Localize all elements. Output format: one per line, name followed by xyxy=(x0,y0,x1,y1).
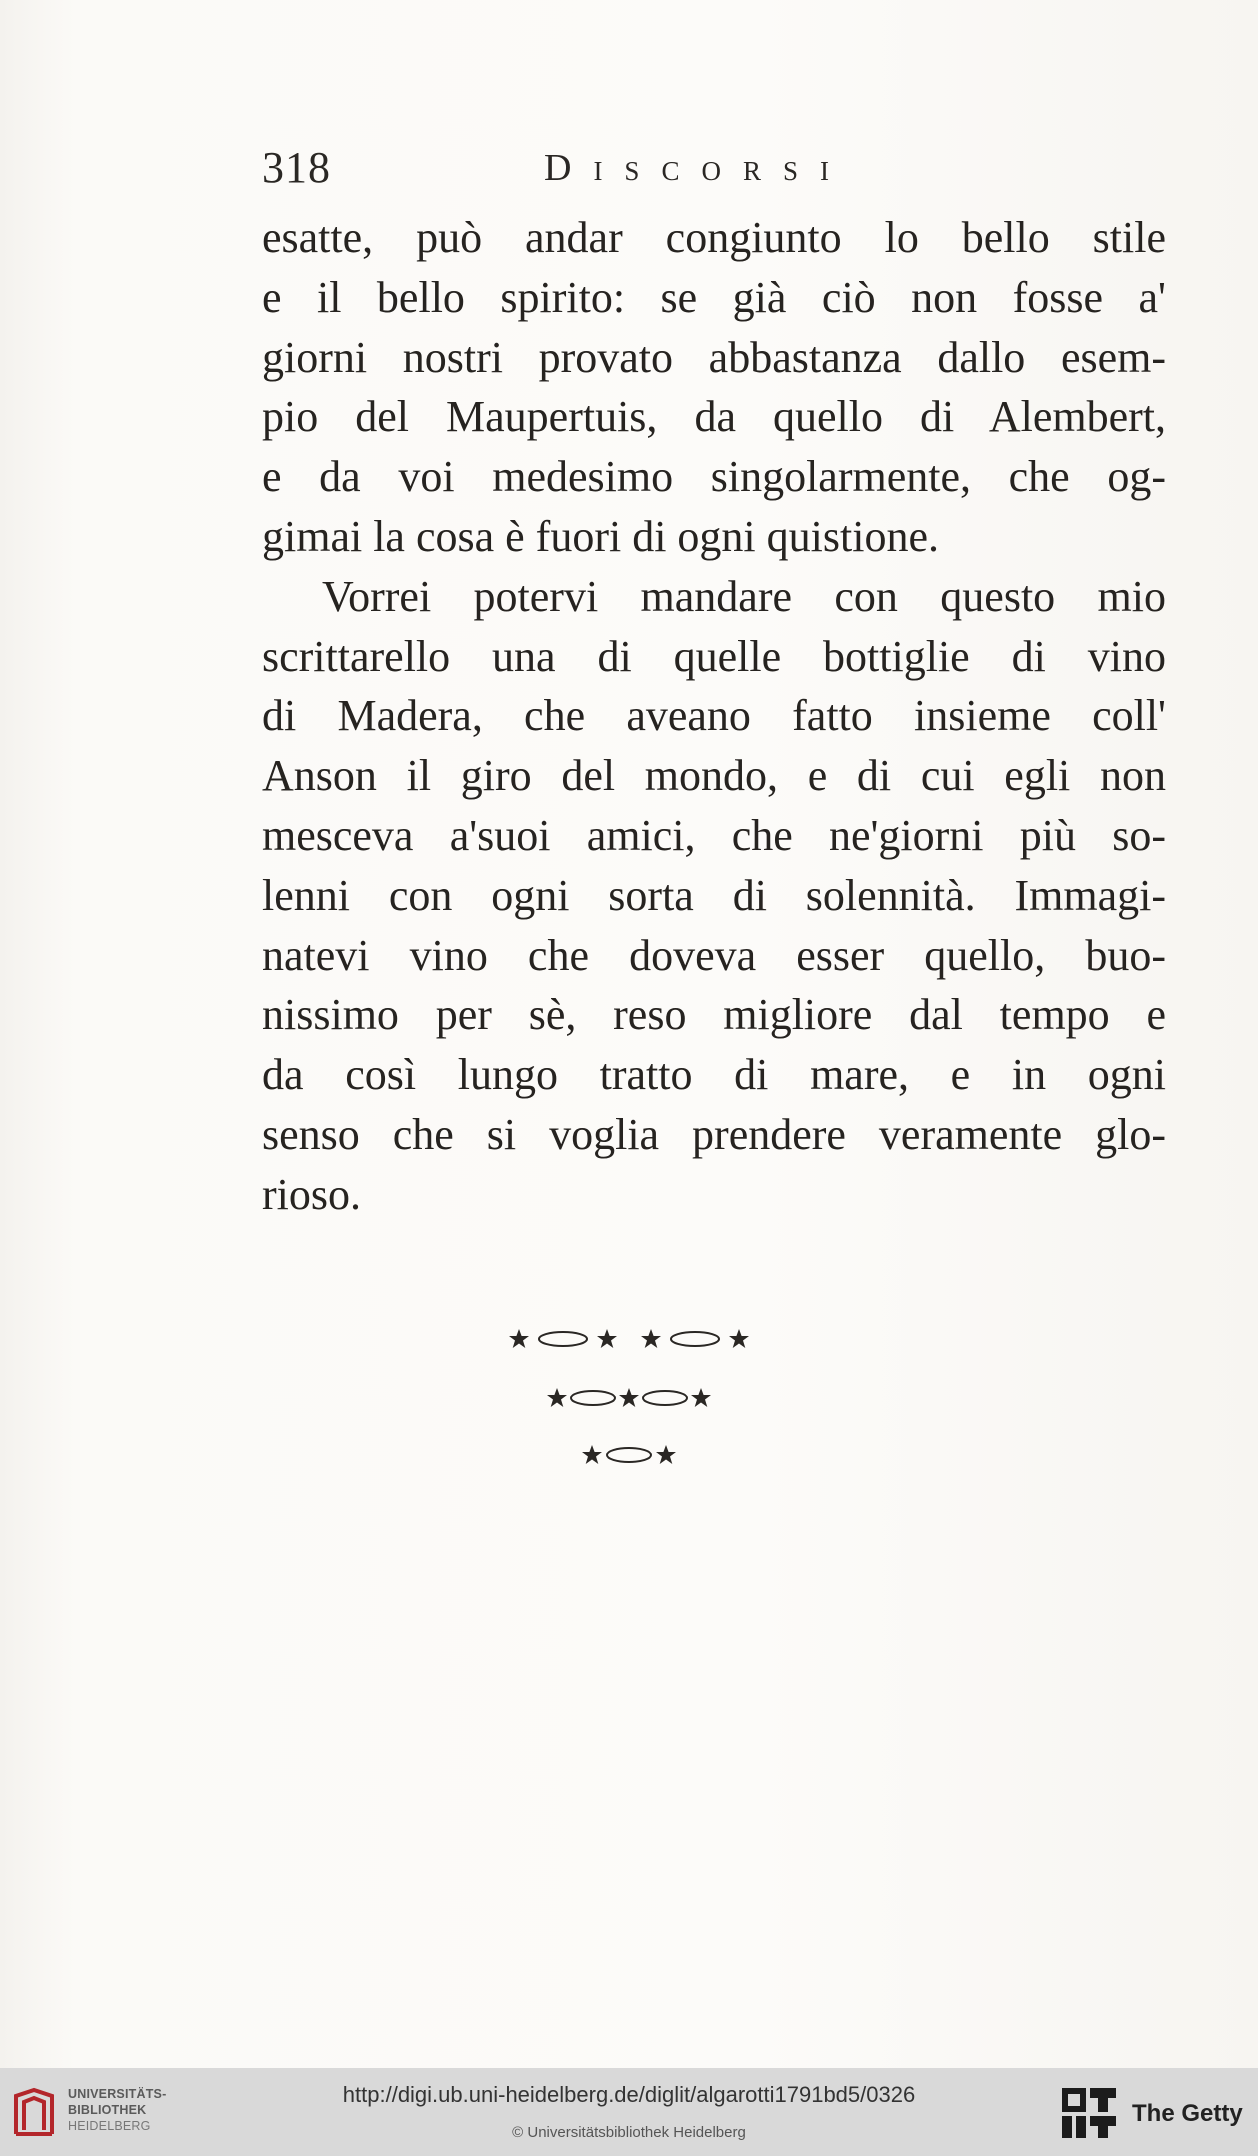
text-line: e il bello spirito: se già ciò non fosse a' xyxy=(262,272,1166,322)
fleuron-row-3 xyxy=(0,1440,1258,1474)
paragraph-2 xyxy=(262,567,1166,1225)
text-line: da così lungo tratto di mare, e in ogni xyxy=(262,1050,1166,1100)
library-name-line: BIBLIOTHEK xyxy=(68,2103,147,2117)
copyright-notice: © Universitätsbibliothek Heidelberg xyxy=(512,2124,746,2141)
text-line: scrittarello una di quelle bottiglie di vino xyxy=(262,631,1166,681)
text-line: e da voi medesimo singolarmente, che og- xyxy=(262,452,1166,502)
viewer-footer xyxy=(0,2068,1258,2156)
text-line: lenni con ogni sorta di solennità. Immagi- xyxy=(262,870,1166,920)
partner-name: The Getty xyxy=(1132,2100,1243,2127)
permalink-url[interactable]: http://digi.ub.uni-heidelberg.de/diglit/algarotti1791bd5/0326 xyxy=(342,2082,916,2107)
fleuron-row-2 xyxy=(0,1383,1258,1417)
text-line: gimai la cosa è fuori di ogni quistione. xyxy=(262,511,939,561)
text-line: esatte, può andar congiunto lo bello stile xyxy=(262,213,1166,262)
fleuron-row-1 xyxy=(0,1324,1258,1358)
getty-mark-icon xyxy=(1060,2086,1120,2140)
running-head xyxy=(262,142,1162,202)
ornament-icon xyxy=(582,1440,676,1470)
text-line: Vorrei potervi mandare con questo mio xyxy=(322,571,1166,621)
page-number: 318 xyxy=(262,143,331,192)
body-text xyxy=(262,208,1166,1225)
ornament-icon xyxy=(509,1324,749,1354)
text-line: nissimo per sè, reso migliore dal tempo e xyxy=(262,990,1166,1040)
text-line: rioso. xyxy=(262,1169,361,1219)
paragraph-1 xyxy=(262,208,1166,567)
text-line: pio del Maupertuis, da quello di Alembert, xyxy=(262,392,1166,442)
text-line: natevi vino che doveva esser quello, buo- xyxy=(262,930,1166,980)
text-line: di Madera, che aveano fatto insieme coll' xyxy=(262,691,1166,741)
library-name-line: UNIVERSITÄTS- xyxy=(68,2087,167,2101)
text-line: Anson il giro del mondo, e di cui egli non xyxy=(262,751,1166,801)
running-title: Discorsi xyxy=(544,147,851,189)
ornament-icon xyxy=(547,1383,711,1413)
text-line: mesceva a'suoi amici, che ne'giorni più so- xyxy=(262,810,1166,860)
getty-logo[interactable] xyxy=(1056,2082,1252,2142)
library-name-line: HEIDELBERG xyxy=(68,2119,151,2133)
text-line: giorni nostri provato abbastanza dallo esem- xyxy=(262,332,1166,382)
text-line: senso che si voglia prendere veramente glo- xyxy=(262,1109,1166,1159)
